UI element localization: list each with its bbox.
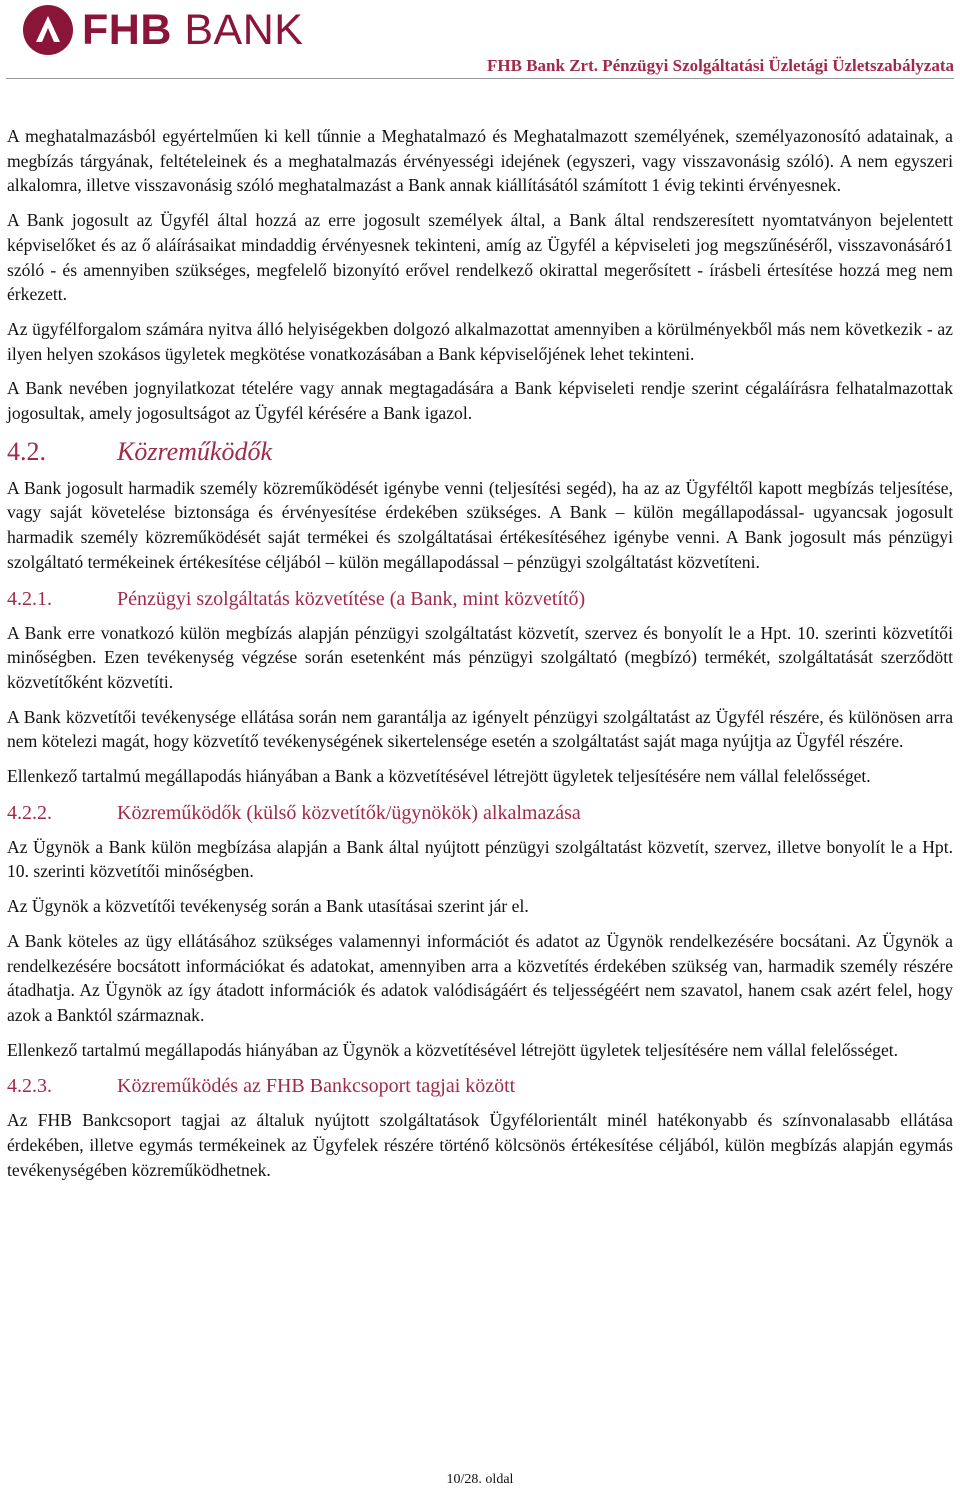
- section-heading-4-2-3: [7, 1072, 953, 1100]
- section-title: Közreműködés az FHB Bankcsoport tagjai között: [117, 1075, 516, 1098]
- logo-wordmark: [82, 5, 304, 54]
- section-number: 4.2.1.: [7, 587, 52, 610]
- fhb-logo-icon: [22, 4, 74, 56]
- document-title: FHB Bank Zrt. Pénzügyi Szolgáltatási Üzletági Üzletszabályzata: [487, 56, 954, 75]
- paragraph: Az FHB Bankcsoport tagjai az általuk nyújtott szolgáltatások Ügyfélorientált minél hatékonyabb és színvonalasabb ellátása érdekében, illetve egymás termékeinek az Ügyfelek részére történő kölcsönös értékesítése céljából, külön megbízás alapján egymás tevékenységében közreműködhetnek.: [7, 1110, 953, 1180]
- page-number: 10/28. oldal: [446, 1472, 514, 1487]
- paragraph: A Bank jogosult harmadik személy közreműködését igénybe venni (teljesítési segéd), ha az az Ügyféltől kapott megbízás teljesítése, vagy saját követelése biztonsága és érvényesítése érdekében szükséges. A Bank – külön megállapodással- ugyancsak jogosult harmadik személy közreműködését saját termékei és szolgáltatásai értékesítéséhez igénybe venni. A Bank jogosult más pénzügyi szolgáltató termékeinek értékesítése céljából – külön megállapodással – pénzügyi szolgáltatást közvetíteni.: [7, 477, 953, 572]
- section-number: 4.2.2.: [7, 801, 52, 824]
- section-title: Pénzügyi szolgáltatás közvetítése (a Bank, mint közvetítő): [117, 587, 586, 610]
- section-title: Közreműködők: [117, 436, 273, 466]
- paragraph: A Bank köteles az ügy ellátásához szükséges valamennyi információt és adatot az Ügynök rendelkezésére bocsátani. Az Ügynök a rendelkezésére bocsátott információkat és adatokat, amennyiben arra a közvetítés érdekében szükség van, harmadik személy részére átadhatja. Az Ügynök az így átadott információk és adatok valódiságáért és teljességéért nem szavatol, hanem csak azért felel, hogy azok a Banktól származnak.: [7, 930, 953, 1025]
- section-heading-4-2: [7, 436, 953, 468]
- section-number: 4.2.: [7, 436, 46, 466]
- section-number: 4.2.3.: [7, 1075, 52, 1098]
- page-header: [0, 0, 960, 80]
- logo-bank: BANK: [184, 5, 304, 54]
- logo-fhb: FHB: [82, 5, 172, 54]
- paragraph: A Bank jogosult az Ügyfél által hozzá az erre jogosult személyek által, a Bank által rendszeresített nyomtatványon bejelentett képviselőket és az ő aláírásaikat mindaddig érvényesnek tekinteni, amíg az Ügyfél a képviseleti jog megszűnéséről, visszavonásáró1 szóló - és amennyiben szükséges, megfelelő bizonyító erővel rendelkező okirattal megerősített - írásbeli értesítése hozzá meg nem érkezett.: [7, 210, 953, 305]
- paragraph: Az ügyfélforgalom számára nyitva álló helyiségekben dolgozó alkalmazottat amennyiben a körülményekből más nem következik - az ilyen helyen szokásos ügyletek megkötése vonatkozásában a Bank képviselőjének lehet tekinteni.: [7, 318, 953, 364]
- paragraph: Ellenkező tartalmú megállapodás hiányában a Bank a közvetítésével létrejött ügyletek teljesítésére nem vállal felelősséget.: [7, 766, 871, 787]
- paragraph: A Bank nevében jognyilatkozat tételére vagy annak megtagadására a Bank képviseleti rendje szerint cégaláírásra felhatalmazottak jogosultak, amely jogosultságot az Ügyfél kérésére a Bank igazol.: [7, 378, 953, 424]
- section-heading-4-2-1: [7, 585, 953, 613]
- paragraph: Az Ügynök a Bank külön megbízása alapján a Bank által nyújtott pénzügyi szolgáltatást közvetít, szervez, illetve bonyolít le a Hpt. 10. szerinti közvetítői minőségben.: [7, 836, 953, 882]
- header-divider: [6, 78, 954, 79]
- paragraph: Ellenkező tartalmú megállapodás hiányában az Ügynök a közvetítésével létrejött ügyletek teljesítésére nem vállal felelősséget.: [7, 1039, 899, 1060]
- page-content: [7, 124, 953, 1193]
- fhb-bank-logo: [22, 2, 303, 58]
- section-heading-4-2-2: [7, 799, 953, 827]
- paragraph: Az Ügynök a közvetítői tevékenység során a Bank utasításai szerint jár el.: [7, 896, 529, 917]
- section-title: Közreműködők (külső közvetítők/ügynökök) alkalmazása: [117, 801, 581, 824]
- paragraph: A meghatalmazásból egyértelműen ki kell tűnnie a Meghatalmazó és Meghatalmazott személyének, személyazonosító adatainak, a megbízás tárgyának, feltételeinek és a meghatalmazás érvényességi idejének (egyszeri, vagy visszavonásig szóló). A nem egyszeri alkalomra, illetve visszavonásig szóló meghatalmazást a Bank annak kiállításától számított 1 évig tekinti érvényesnek.: [7, 126, 953, 196]
- paragraph: A Bank közvetítői tevékenysége ellátása során nem garantálja az igényelt pénzügyi szolgáltatást az Ügyfél részére, és különösen arra nem kötelezi magát, hogy közvetítő tevékenységének sikertelensége esetén a szolgáltatást saját maga nyújtja az Ügyfél részére.: [7, 706, 953, 752]
- paragraph: A Bank erre vonatkozó külön megbízás alapján pénzügyi szolgáltatást közvetít, szervez és bonyolít le a Hpt. 10. szerinti közvetítői minőségben. Ezen tevékenység végzése során esetenként más pénzügyi szolgáltató (megbízó) termékét, szolgáltatását szerződött közvetítőként közvetíti.: [7, 622, 953, 692]
